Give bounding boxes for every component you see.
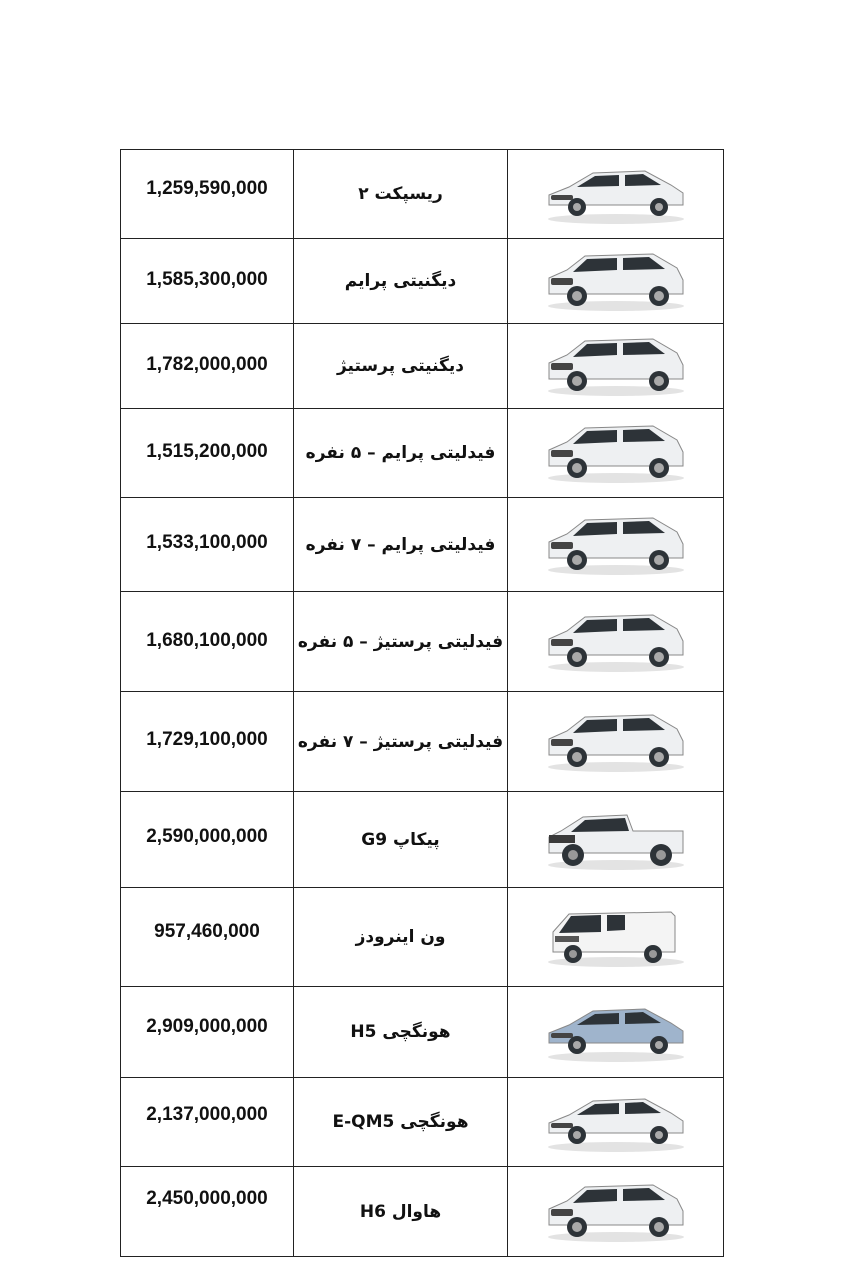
price-value: 2,590,000,000 [146,825,268,847]
car-image-cell [508,888,724,987]
model-name: هونگچی H5 [350,1022,451,1042]
white-suv-car-image [541,418,691,488]
model-name: ون اینرودز [355,927,446,947]
price-cell [121,792,294,888]
model-name: دیگنیتی پرستیژ [336,356,465,376]
price-cell [121,409,294,498]
table-row [121,1078,724,1167]
price-value: 1,533,100,000 [146,531,268,553]
price-cell [121,987,294,1078]
model-name-cell [294,324,508,409]
white-suv-car-image [541,246,691,316]
model-name-cell [294,987,508,1078]
car-image-cell [508,239,724,324]
price-cell [121,239,294,324]
model-name-cell [294,888,508,987]
model-name: فیدلیتی پرستیژ – ۷ نفره [297,731,504,752]
model-name-cell [294,1078,508,1167]
price-value: 2,137,000,000 [146,1104,268,1125]
car-image-cell [508,792,724,888]
model-name-cell [294,592,508,692]
table-row [121,792,724,888]
white-suv-car-image [541,707,691,777]
white-suv-car-image [541,331,691,401]
price-value: 1,680,100,000 [146,629,268,651]
table-row [121,239,724,324]
white-pickup-truck-image [541,805,691,875]
model-name-cell [294,498,508,592]
table-body [121,150,724,1257]
model-name: فیدلیتی پرایم – ۵ نفره [305,443,496,463]
table-row [121,498,724,592]
car-image-cell [508,324,724,409]
price-value: 1,782,000,000 [146,354,268,375]
table-row [121,324,724,409]
price-cell [121,1167,294,1257]
car-image-cell [508,692,724,792]
price-value: 1,259,590,000 [146,178,268,199]
price-cell [121,888,294,987]
model-name: دیگنیتی پرایم [344,271,457,291]
price-cell [121,150,294,239]
price-value: 1,729,100,000 [146,728,268,750]
white-suv-car-image [541,510,691,580]
car-price-table [120,149,724,1257]
white-sedan-car-image [541,159,691,229]
model-name-cell [294,692,508,792]
table-row [121,987,724,1078]
white-sedan-car-image [541,1087,691,1157]
blue-sedan-car-image [541,997,691,1067]
car-image-cell [508,592,724,692]
car-image-cell [508,498,724,592]
model-name: هاوال H6 [359,1201,442,1222]
model-name-cell [294,792,508,888]
table-row [121,592,724,692]
price-cell [121,498,294,592]
table-row [121,409,724,498]
car-image-cell [508,1078,724,1167]
price-cell [121,692,294,792]
table-row [121,692,724,792]
price-cell [121,592,294,692]
white-suv-car-image [541,1177,691,1247]
table-row [121,1167,724,1257]
model-name: پیکاپ G9 [361,829,440,850]
price-value: 1,515,200,000 [146,441,268,462]
table-row [121,888,724,987]
white-suv-car-image [541,607,691,677]
model-name-cell [294,409,508,498]
white-van-image [541,902,691,972]
price-value: 2,450,000,000 [146,1187,268,1209]
model-name-cell [294,150,508,239]
model-name: هونگچی E-QM5 [332,1112,469,1132]
car-image-cell [508,150,724,239]
model-name: فیدلیتی پرستیژ – ۵ نفره [297,631,504,652]
price-value: 957,460,000 [154,921,260,942]
model-name: ریسپکت ۲ [358,184,443,204]
car-image-cell [508,409,724,498]
car-image-cell [508,1167,724,1257]
price-value: 1,585,300,000 [146,269,268,290]
car-image-cell [508,987,724,1078]
model-name-cell [294,1167,508,1257]
price-cell [121,1078,294,1167]
table-row [121,150,724,239]
price-value: 2,909,000,000 [146,1016,268,1037]
model-name: فیدلیتی پرایم – ۷ نفره [305,534,496,555]
price-cell [121,324,294,409]
model-name-cell [294,239,508,324]
